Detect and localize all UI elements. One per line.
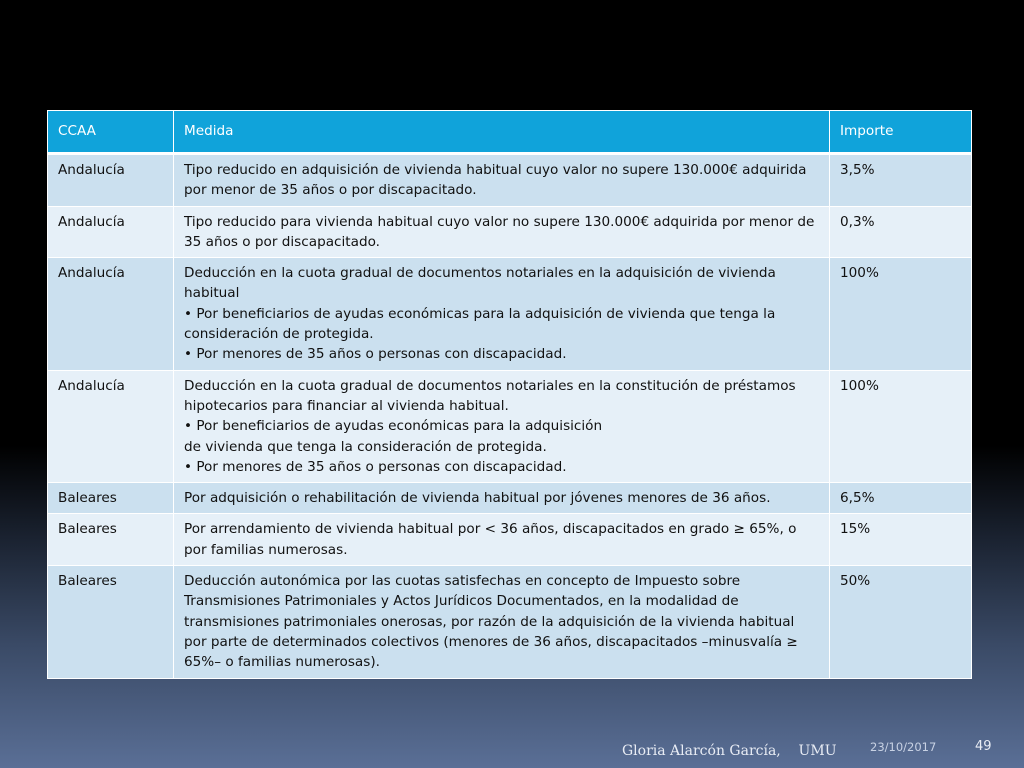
table-row <box>48 370 972 482</box>
cell-ccaa: Baleares <box>48 483 174 514</box>
data-table <box>47 110 972 679</box>
cell-medida: Deducción autonómica por las cuotas satisfechas en concepto de Impuesto sobre Transmisiones Patrimoniales y Actos Jurídicos Documentados, en la modalidad de transmisiones patrimoniales onerosas, por razón de la adquisición de la vivienda habitual por parte de determinados colectivos (menores de 36 años, discapacitados –minusvalía ≥ 65%– o familias numerosas). <box>174 566 830 678</box>
table-row <box>48 514 972 566</box>
cell-ccaa: Andalucía <box>48 206 174 258</box>
cell-importe: 100% <box>830 258 972 370</box>
table-row <box>48 566 972 678</box>
footer-author: Gloria Alarcón García, UMU <box>622 743 837 759</box>
cell-importe: 50% <box>830 566 972 678</box>
cell-ccaa: Baleares <box>48 566 174 678</box>
cell-medida: Tipo reducido para vivienda habitual cuyo valor no supere 130.000€ adquirida por menor de 35 años o por discapacitado. <box>174 206 830 258</box>
cell-ccaa: Andalucía <box>48 154 174 207</box>
cell-medida: Deducción en la cuota gradual de documentos notariales en la adquisición de vivienda habitual • Por beneficiarios de ayudas económicas para la adquisición de vivienda que tenga la consideración de protegida. • Por menores de 35 años o personas con discapacidad. <box>174 258 830 370</box>
cell-medida: Por arrendamiento de vivienda habitual por < 36 años, discapacitados en grado ≥ 65%, o por familias numerosas. <box>174 514 830 566</box>
table-row <box>48 206 972 258</box>
cell-importe: 15% <box>830 514 972 566</box>
cell-importe: 6,5% <box>830 483 972 514</box>
table-row <box>48 154 972 207</box>
cell-ccaa: Andalucía <box>48 370 174 482</box>
cell-importe: 3,5% <box>830 154 972 207</box>
table-header-row <box>48 111 972 154</box>
cell-ccaa: Andalucía <box>48 258 174 370</box>
page-number: 49 <box>975 739 992 754</box>
column-header-importe: Importe <box>830 111 972 154</box>
cell-medida: Tipo reducido en adquisición de vivienda habitual cuyo valor no supere 130.000€ adquirida por menor de 35 años o por discapacitado. <box>174 154 830 207</box>
cell-ccaa: Baleares <box>48 514 174 566</box>
table-row <box>48 258 972 370</box>
cell-importe: 100% <box>830 370 972 482</box>
column-header-ccaa: CCAA <box>48 111 174 154</box>
cell-importe: 0,3% <box>830 206 972 258</box>
footer-date: 23/10/2017 <box>870 740 937 754</box>
column-header-medida: Medida <box>174 111 830 154</box>
cell-medida: Deducción en la cuota gradual de documentos notariales en la constitución de préstamos hipotecarios para financiar al vivienda habitual. • Por beneficiarios de ayudas económicas para la adquisición de vivienda que tenga la consideración de protegida. • Por menores de 35 años o personas con discapacidad. <box>174 370 830 482</box>
cell-medida: Por adquisición o rehabilitación de vivienda habitual por jóvenes menores de 36 años. <box>174 483 830 514</box>
data-table-container <box>47 110 971 679</box>
table-body <box>48 154 972 679</box>
table-row <box>48 483 972 514</box>
